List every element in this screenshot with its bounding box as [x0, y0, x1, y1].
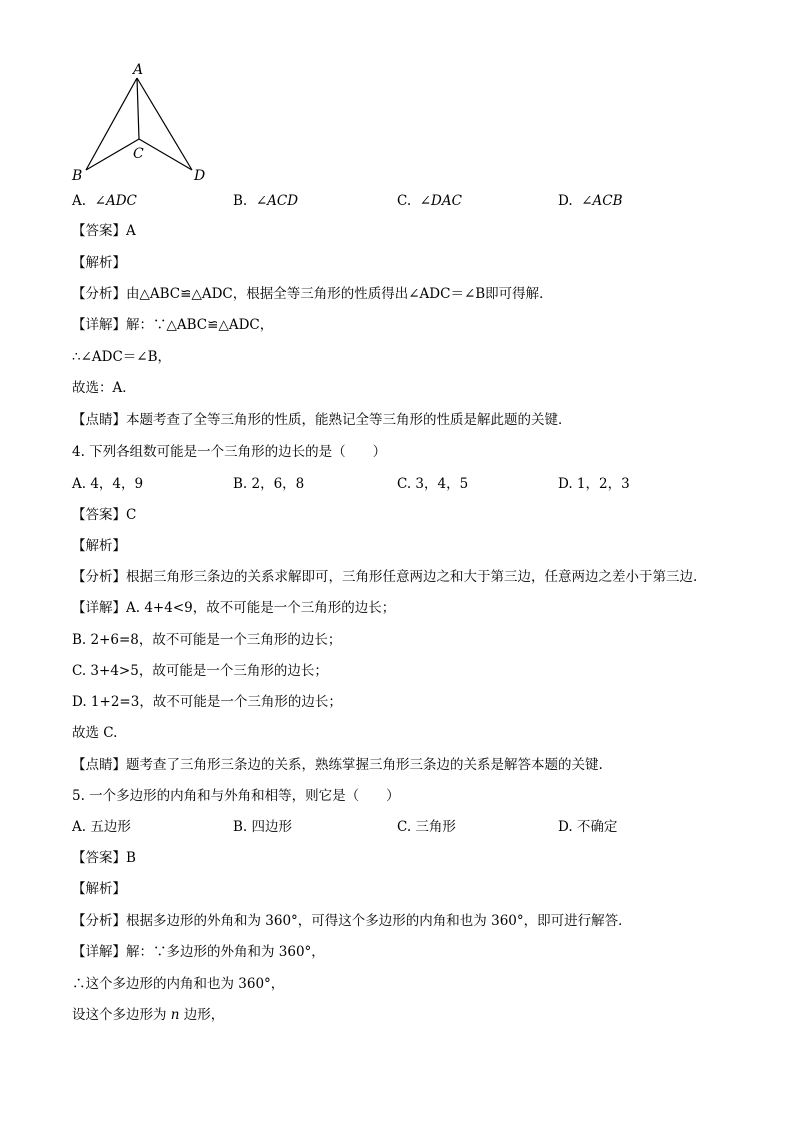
q3-detail: 【详解】解：∵△ABC≌△ADC， [72, 317, 274, 333]
q3-option-c: C. ∠DAC [397, 193, 462, 209]
q4-jiexi-heading: 【解析】 [72, 538, 126, 554]
q4-detail-b: B. 2+6=8，故不可能是一个三角形的边长； [72, 632, 342, 648]
q5-set-polygon: 设这个多边形为 n 边形， [72, 1007, 225, 1023]
label-b: B [72, 168, 83, 184]
q4-question: 4. 下列各组数可能是一个三角形的边长的是（ ） [72, 444, 387, 460]
segment-ab [86, 78, 137, 170]
q5-question: 5. 一个多边形的内角和与外角和相等，则它是（ ） [72, 788, 400, 804]
q3-analysis: 【分析】由△ABC≌△ADC，根据全等三角形的性质得出∠ADC＝∠B即可得解． [72, 286, 553, 302]
q4-option-d: D. 1，2，3 [558, 476, 630, 492]
q5-step: ∴这个多边形的内角和也为 360°， [72, 976, 285, 992]
q4-detail: 【详解】A. 4+4<9，故不可能是一个三角形的边长； [72, 600, 396, 616]
q5-detail: 【详解】解：∵多边形的外角和为 360°， [72, 944, 325, 960]
q5-option-a: A. 五边形 [72, 819, 131, 835]
q3-answer: 【答案】A [72, 223, 136, 239]
q4-answer: 【答案】C [72, 507, 137, 523]
triangle-figure [66, 58, 226, 188]
q5-option-d: D. 不确定 [558, 819, 618, 835]
q4-comment: 【点睛】题考查了三角形三条边的关系，熟练掌握三角形三条边的关系是解答本题的关键. [72, 757, 603, 773]
q4-option-b: B. 2，6，8 [233, 476, 305, 492]
label-c: C [133, 146, 144, 162]
q3-choice: 故选：A． [72, 380, 136, 396]
q3-option-d: D. ∠ACB [558, 193, 623, 209]
q4-analysis: 【分析】根据三角形三条边的关系求解即可，三角形任意两边之和大于第三边，任意两边之差小于第三边. [72, 569, 698, 585]
q5-option-b: B. 四边形 [233, 819, 293, 835]
q3-comment: 【点睛】本题考查了全等三角形的性质，能熟记全等三角形的性质是解此题的关键． [72, 412, 572, 428]
label-d: D [194, 168, 206, 184]
geometry-diagram [66, 58, 226, 188]
q3-option-b: B. ∠ACD [233, 193, 299, 209]
q4-choice: 故选 C. [72, 725, 118, 741]
q4-option-a: A. 4，4，9 [72, 476, 144, 492]
q5-analysis: 【分析】根据多边形的外角和为 360°，可得这个多边形的内角和也为 360°，即可进行解答． [72, 913, 632, 929]
q5-option-c: C. 三角形 [397, 819, 456, 835]
q4-option-c: C. 3，4，5 [397, 476, 469, 492]
q3-jiexi-heading: 【解析】 [72, 255, 126, 271]
q4-detail-c: C. 3+4>5，故可能是一个三角形的边长； [72, 663, 328, 679]
label-a: A [133, 62, 144, 78]
q5-answer: 【答案】B [72, 850, 136, 866]
segment-cd [139, 139, 192, 170]
q5-jiexi-heading: 【解析】 [72, 881, 126, 897]
segment-ac [137, 78, 139, 139]
q3-option-a: A. ∠ADC [72, 193, 137, 209]
q4-detail-d: D. 1+2=3，故不可能是一个三角形的边长； [72, 694, 342, 710]
segment-ad [137, 78, 192, 170]
q3-step: ∴∠ADC＝∠B， [72, 349, 172, 365]
